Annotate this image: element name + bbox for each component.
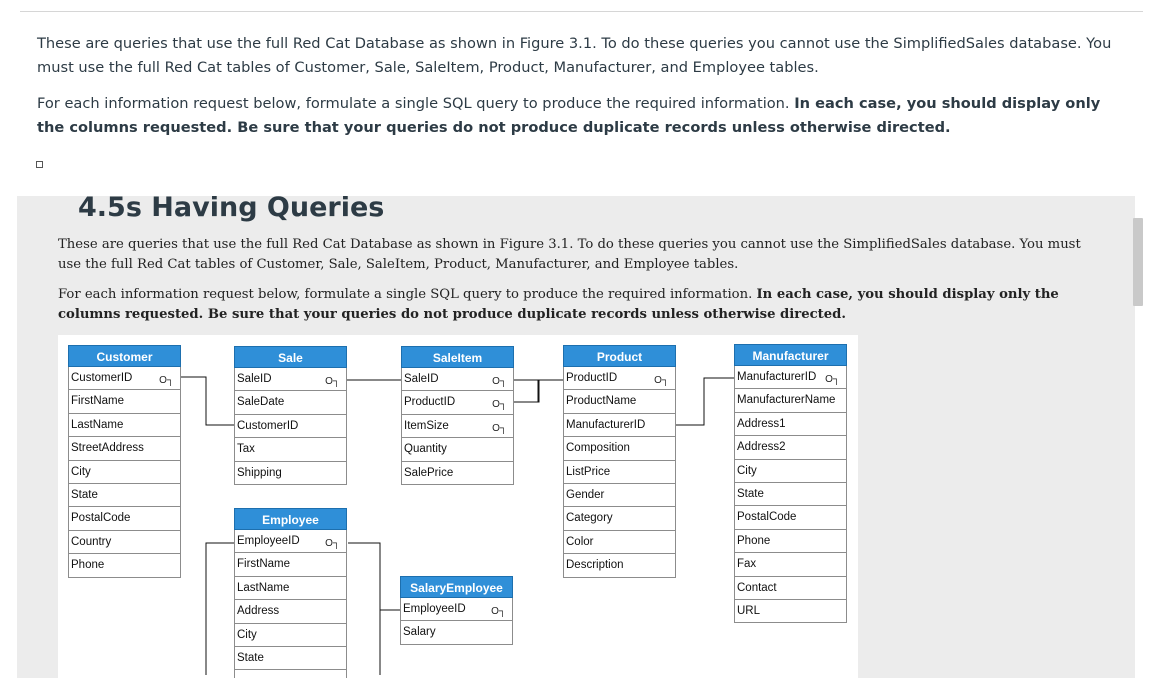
field-row: ProductID O┐ bbox=[401, 391, 514, 414]
database-diagram bbox=[58, 335, 858, 678]
table-customer-header: Customer bbox=[68, 345, 181, 367]
field-row: URL bbox=[734, 600, 847, 623]
top-divider bbox=[20, 11, 1143, 12]
instructions-bold-text: In each case, you should display only the columns requested. Be sure that your queries do not produce duplicate records unless otherwise directed. bbox=[37, 95, 1101, 136]
field-row: SaleID O┐ bbox=[234, 368, 347, 391]
field-row: Shipping bbox=[234, 462, 347, 485]
field-row: Phone bbox=[68, 554, 181, 577]
table-salaryemployee-header: SalaryEmployee bbox=[400, 576, 513, 598]
field-row: ListPrice bbox=[563, 461, 676, 484]
field-row: SaleDate bbox=[234, 391, 347, 414]
table-manufacturer-header: Manufacturer bbox=[734, 344, 847, 366]
field-row: FirstName bbox=[68, 390, 181, 413]
field-row: PostalCode bbox=[734, 506, 847, 529]
key-icon: O┐ bbox=[492, 376, 507, 387]
table-sale-header: Sale bbox=[234, 346, 347, 368]
field-row: Contact bbox=[734, 577, 847, 600]
field-row: LastName bbox=[234, 577, 347, 600]
frame-intro-paragraph: These are queries that use the full Red Cat Database as shown in Figure 3.1. To do these queries you cannot use the SimplifiedSales database. You must use the full Red Cat tables of Customer, Sale, SaleItem, Product, Manufacturer, and Employee tables. bbox=[58, 237, 1081, 272]
frame-instructions-text: For each information request below, formulate a single SQL query to produce the required information. bbox=[58, 287, 757, 302]
field-row: Color bbox=[563, 531, 676, 554]
field-row: State bbox=[68, 484, 181, 507]
field-row: CustomerID O┐ bbox=[68, 367, 181, 390]
key-icon: O┐ bbox=[492, 399, 507, 411]
field-row: ProductID O┐ bbox=[563, 367, 676, 390]
key-icon: O┐ bbox=[325, 538, 340, 549]
table-salaryemployee bbox=[400, 576, 513, 645]
table-employee-header: Employee bbox=[234, 508, 347, 530]
key-icon: O┐ bbox=[492, 422, 507, 434]
frame-instructions-paragraph bbox=[58, 285, 1093, 325]
field-row: Salary bbox=[400, 621, 513, 644]
field-row: SalePrice bbox=[401, 462, 514, 485]
field-row: LastName bbox=[68, 414, 181, 437]
field-row: State bbox=[734, 483, 847, 506]
key-icon: O┐ bbox=[654, 375, 669, 386]
field-row: Gender bbox=[563, 484, 676, 507]
embedded-content-frame[interactable] bbox=[17, 196, 1135, 678]
frame-instructions-bold-text: In each case, you should display only the columns requested. Be sure that your queries do not produce duplicate records unless otherwise directed. bbox=[58, 287, 1059, 322]
table-customer bbox=[68, 345, 181, 578]
field-row: StreetAddress bbox=[68, 437, 181, 460]
key-icon: O┐ bbox=[159, 375, 174, 386]
field-row: Phone bbox=[734, 530, 847, 553]
field-row: City bbox=[734, 460, 847, 483]
field-row: PostalCode bbox=[68, 507, 181, 530]
table-manufacturer bbox=[734, 344, 847, 623]
instructions-paragraph bbox=[37, 92, 1122, 140]
field-row: CustomerID bbox=[234, 415, 347, 438]
field-row: ProductName bbox=[563, 390, 676, 413]
intro-paragraph: These are queries that use the full Red Cat Database as shown in Figure 3.1. To do these queries you cannot use the SimplifiedSales database. You must use the full Red Cat tables of Customer, Sale, SaleItem, Product, Manufacturer, and Employee tables. bbox=[37, 35, 1112, 76]
field-row: Country bbox=[68, 531, 181, 554]
field-row: Fax bbox=[734, 553, 847, 576]
field-row: ItemSize O┐ bbox=[401, 415, 514, 438]
key-icon: O┐ bbox=[325, 376, 340, 387]
key-icon: O┐ bbox=[491, 606, 506, 617]
field-row: Tax bbox=[234, 438, 347, 461]
field-row: Address bbox=[234, 600, 347, 623]
table-product bbox=[563, 345, 676, 578]
field-row: EmployeeID O┐ bbox=[234, 530, 347, 553]
field-row: Composition bbox=[563, 437, 676, 460]
field-row bbox=[234, 670, 347, 678]
field-row: ManufacturerName bbox=[734, 389, 847, 412]
field-row: Address1 bbox=[734, 413, 847, 436]
field-row: Description bbox=[563, 554, 676, 577]
field-row: City bbox=[68, 461, 181, 484]
instructions-text: For each information request below, formulate a single SQL query to produce the required information. bbox=[37, 95, 795, 112]
field-row: ManufacturerID O┐ bbox=[734, 366, 847, 389]
field-row: FirstName bbox=[234, 553, 347, 576]
table-employee bbox=[234, 508, 347, 678]
field-row: SaleID O┐ bbox=[401, 368, 514, 391]
table-saleitem-header: SaleItem bbox=[401, 346, 514, 368]
field-row: EmployeeID O┐ bbox=[400, 598, 513, 621]
key-icon: O┐ bbox=[825, 374, 840, 385]
empty-bullet-icon bbox=[36, 161, 43, 168]
field-row: State bbox=[234, 647, 347, 670]
scrollbar-thumb[interactable] bbox=[1133, 218, 1143, 306]
field-row: Quantity bbox=[401, 438, 514, 461]
field-row: City bbox=[234, 624, 347, 647]
field-row: ManufacturerID bbox=[563, 414, 676, 437]
table-saleitem bbox=[401, 346, 514, 485]
section-heading: 4.5s Having Queries bbox=[78, 196, 385, 223]
field-row: Address2 bbox=[734, 436, 847, 459]
field-row: Category bbox=[563, 507, 676, 530]
table-product-header: Product bbox=[563, 345, 676, 367]
table-sale bbox=[234, 346, 347, 485]
